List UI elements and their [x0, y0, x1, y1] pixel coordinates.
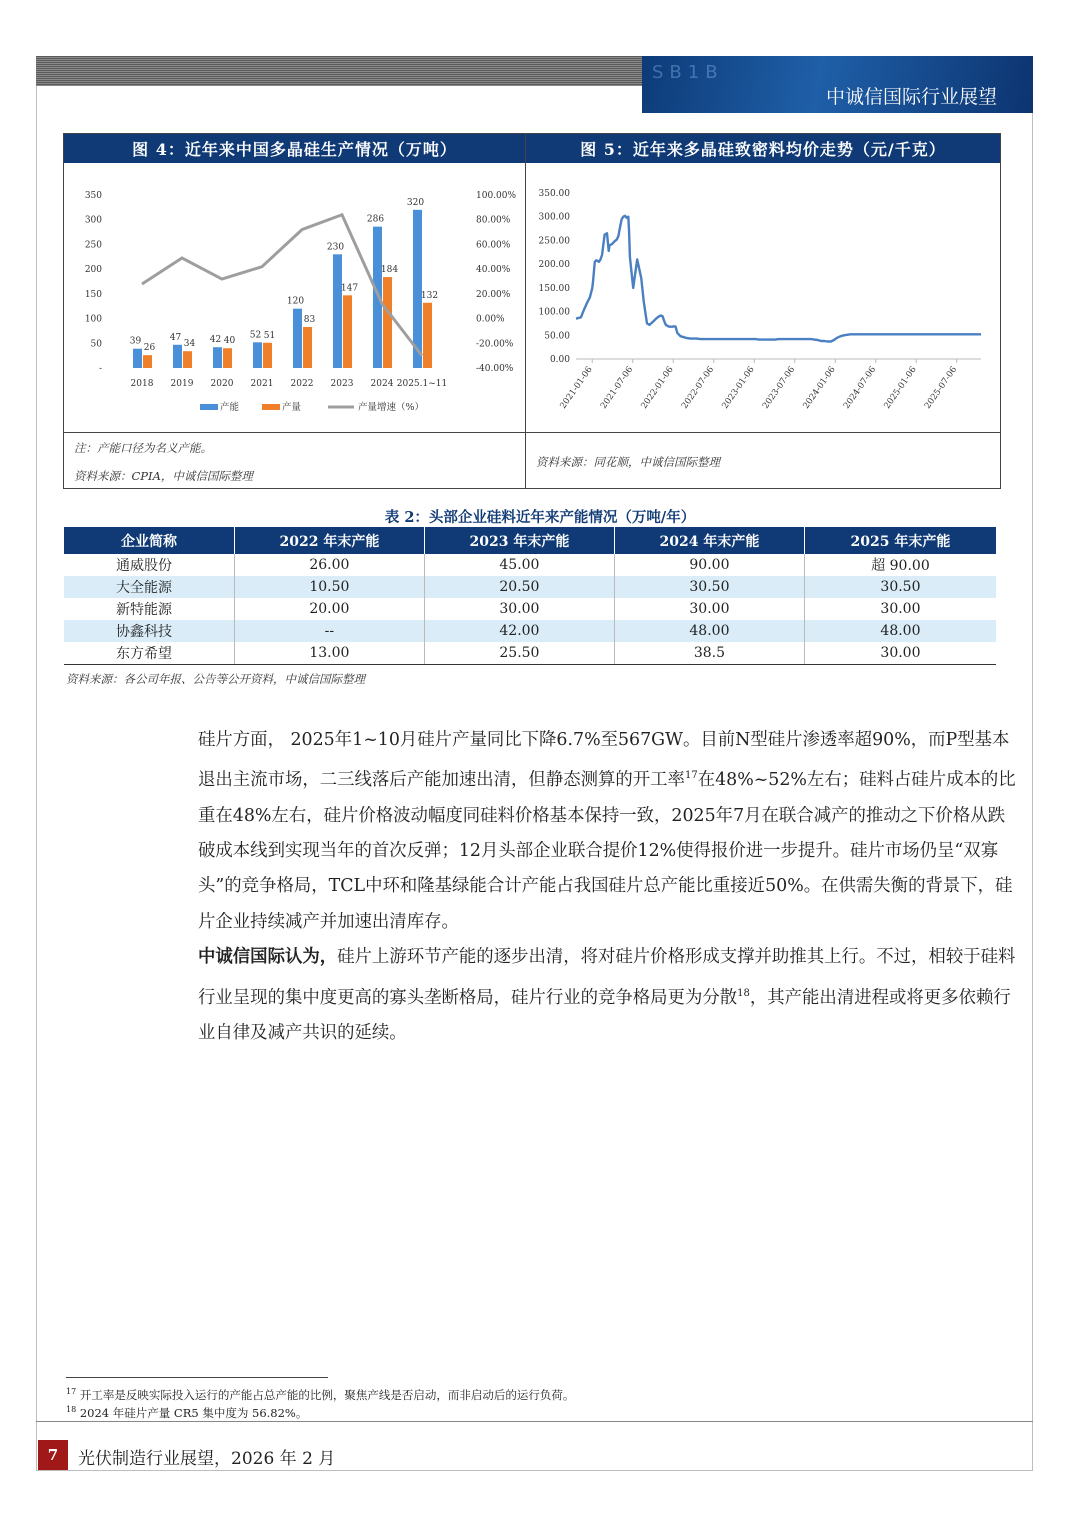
- bar-产量: [343, 295, 352, 368]
- bar-产量: [223, 348, 232, 368]
- bar-data-label: 147: [340, 283, 359, 294]
- table-cell: 42.00: [424, 620, 614, 642]
- footnote-18: [66, 1405, 307, 1421]
- bar-产量: [383, 277, 392, 368]
- x-tick-label: 2022-07-06: [679, 364, 717, 411]
- bar-data-label: 42: [209, 335, 222, 346]
- bar-data-label: 51: [263, 330, 276, 341]
- legend-label: 产量: [282, 402, 302, 413]
- paragraph-1: [198, 723, 1018, 940]
- x-tick-label: 2019: [170, 379, 194, 389]
- table-row: [64, 642, 996, 665]
- bar-产能: [253, 342, 262, 368]
- table-cell: 30.00: [424, 598, 614, 620]
- bar-产量: [183, 351, 192, 368]
- footer-text: 光伏制造行业展望，2026 年 2 月: [78, 1449, 336, 1469]
- y2-tick-label: 60.00%: [476, 240, 511, 251]
- x-tick-label: 2021-07-06: [598, 364, 636, 411]
- bar-data-label: 39: [129, 336, 142, 347]
- paragraph-2-part-a: 硅片上游环节产能的逐步出清，将对硅片价格形成支撑并助推其上行。不过，相较于硅料行业呈现的集中度更高的寡头垄断格局，硅片行业的竞争格局更为分散: [198, 947, 1016, 1008]
- bar-产量: [143, 355, 152, 368]
- y2-tick-label: 100.00%: [476, 191, 517, 201]
- table-cell: 30.00: [614, 598, 804, 620]
- x-tick-label: 2025-01-06: [882, 364, 919, 411]
- y-tick-label: 300.00: [538, 212, 570, 223]
- table-cell: 新特能源: [64, 598, 234, 620]
- x-tick-label: 2020: [210, 379, 234, 389]
- table-cell: 45.00: [424, 554, 614, 576]
- bar-data-label: 26: [143, 343, 156, 354]
- y-tick-label: 350: [84, 191, 102, 201]
- y2-tick-label: 0.00%: [476, 314, 505, 325]
- footnote-ref-18[interactable]: 18: [737, 987, 750, 999]
- bar-产量: [423, 303, 432, 368]
- table-cell: 26.00: [234, 554, 424, 576]
- figure-5-source: 资料来源：同花顺，中诚信国际整理: [536, 455, 720, 469]
- price-line: [576, 216, 981, 342]
- footnote-17-text: 开工率是反映实际投入运行的产能占总产能的比例，聚焦产线是否启动，而非启动后的运行负荷。: [79, 1388, 575, 1402]
- x-tick-label: 2024: [370, 379, 394, 389]
- figure-5-divider: [526, 432, 1000, 433]
- x-tick-label: 2021: [250, 379, 274, 389]
- table-cell: 38.5: [614, 642, 804, 665]
- table-row: [64, 598, 996, 620]
- y-tick-label: 100.00: [538, 307, 570, 318]
- footnote-18-mark: 18: [66, 1405, 77, 1415]
- y-tick-label: 300: [84, 215, 102, 226]
- x-tick-label: 2023: [330, 379, 354, 389]
- table-cell: 20.50: [424, 576, 614, 598]
- table-cell: 东方希望: [64, 642, 234, 665]
- bar-data-label: 132: [420, 290, 439, 301]
- bar-data-label: 52: [249, 330, 262, 341]
- y2-tick-label: -20.00%: [476, 339, 514, 350]
- bar-data-label: 83: [303, 314, 316, 325]
- table-cell: 90.00: [614, 554, 804, 576]
- y-tick-label: 200.00: [538, 260, 570, 271]
- bar-data-label: 34: [183, 339, 196, 350]
- table-cell: 20.00: [234, 598, 424, 620]
- table-cell: 48.00: [614, 620, 804, 642]
- header-deco-text: SB1B: [652, 62, 724, 83]
- table-cell: 25.50: [424, 642, 614, 665]
- y-tick-label: 50: [90, 339, 102, 350]
- bar-data-label: 40: [223, 336, 236, 347]
- x-tick-label: 2022: [290, 379, 314, 389]
- table-cell: 大全能源: [64, 576, 234, 598]
- bar-产能: [333, 254, 342, 368]
- table-title: 表 2：头部企业硅料近年来产能情况（万吨/年）: [384, 509, 696, 526]
- bar-data-label: 184: [380, 265, 399, 276]
- figure-4-source: 资料来源：CPIA，中诚信国际整理: [74, 469, 253, 483]
- y2-tick-label: -40.00%: [476, 364, 514, 374]
- capacity-table: [64, 527, 996, 665]
- table-header-cell: 2022 年末产能: [234, 527, 424, 554]
- x-tick-label: 2018: [130, 379, 154, 389]
- x-tick-label: 2023-01-06: [720, 364, 757, 411]
- table-row: [64, 554, 996, 576]
- x-tick-label: 2024-07-06: [841, 364, 879, 411]
- bar-data-label: 286: [366, 214, 385, 225]
- footnote-18-text: 2024 年硅片产量 CR5 集中度为 56.82%。: [79, 1406, 308, 1420]
- table-cell: 10.50: [234, 576, 424, 598]
- footnote-17: [66, 1387, 574, 1403]
- table-source: 资料来源：各公司年报、公告等公开资料，中诚信国际整理: [66, 672, 365, 686]
- y-tick-label: 150: [84, 289, 102, 300]
- figure-4-chart: [64, 163, 525, 431]
- bar-产量: [303, 327, 312, 368]
- bar-data-label: 120: [286, 296, 305, 307]
- paragraph-2-part-b: ，其产能出清进程或将更多依赖行业自律及减产共识的延续。: [198, 987, 1011, 1043]
- table-header-cell: 企业简称: [64, 527, 234, 554]
- bar-data-label: 230: [326, 242, 345, 253]
- bar-data-label: 320: [406, 197, 425, 208]
- legend-label: 产量增速（%）: [358, 402, 425, 413]
- bar-产量: [263, 343, 272, 368]
- legend-swatch: [200, 404, 218, 410]
- table-cell: 通威股份: [64, 554, 234, 576]
- x-tick-label: 2025-07-06: [922, 364, 960, 411]
- table-header-cell: 2025 年末产能: [804, 527, 996, 554]
- table-header-cell: 2023 年末产能: [424, 527, 614, 554]
- y-tick-label: 50.00: [544, 331, 570, 342]
- y-tick-label: -: [98, 364, 102, 374]
- table-cell: 协鑫科技: [64, 620, 234, 642]
- y2-tick-label: 40.00%: [476, 265, 511, 276]
- paragraph-1-part-b: 在48%~52%左右；硅料占硅片成本的比重在48%左右，硅片价格波动幅度同硅料价格基本保持一致，2025年7月在联合减产的推动之下价格从跌破成本线到实现当年的首次反弹；12月头部企业联合提价12%使得报价进一步提升。硅片市场仍呈“双寡头”的竞争格局，TCL中环和隆基绿能合计产能占我国硅片总产能比重接近50%。在供需失衡的背景下，硅片企业持续减产并加速出清库存。: [198, 770, 1016, 932]
- y-tick-label: 0.00: [549, 355, 570, 365]
- table-row: [64, 620, 996, 642]
- y-tick-label: 200: [84, 265, 102, 276]
- table-cell: --: [234, 620, 424, 642]
- table-row: [64, 576, 996, 598]
- y-tick-label: 100: [84, 314, 102, 325]
- bar-产能: [293, 309, 302, 368]
- paragraph-2: [198, 940, 1018, 1051]
- table-cell: 30.00: [880, 601, 921, 617]
- table-cell: 13.00: [234, 642, 424, 665]
- page-number: 7: [38, 1440, 68, 1470]
- figure-4-title: 图 4：近年来中国多晶硅生产情况（万吨）: [64, 134, 525, 163]
- y-tick-label: 150.00: [538, 283, 570, 294]
- bar-data-label: 47: [169, 332, 182, 343]
- bar-产能: [173, 345, 182, 368]
- table-header-row: [64, 527, 996, 554]
- header-banner: [642, 56, 1033, 113]
- y2-tick-label: 20.00%: [476, 289, 511, 300]
- table-cell: 超 90.00: [871, 558, 930, 574]
- footnote-rule: [66, 1377, 328, 1378]
- x-tick-label: 2022-01-06: [639, 364, 676, 411]
- table-cell: 30.50: [804, 576, 996, 598]
- y2-tick-label: 80.00%: [476, 215, 511, 226]
- body-text: [198, 723, 1018, 1051]
- table-header-cell: 2024 年末产能: [614, 527, 804, 554]
- figure-4-note: 注：产能口径为名义产能。: [74, 441, 212, 455]
- legend-swatch: [262, 404, 280, 410]
- table-cell: 48.00: [804, 620, 996, 642]
- x-tick-label: 2021-01-06: [558, 364, 595, 411]
- footnote-ref-17[interactable]: 17: [684, 770, 698, 782]
- footnote-17-mark: 17: [66, 1387, 77, 1397]
- x-tick-label: 2023-07-06: [760, 364, 798, 411]
- x-tick-label: 2024-01-06: [801, 364, 838, 411]
- header-title: 中诚信国际行业展望: [825, 86, 997, 108]
- footer-rule: [36, 1421, 1033, 1422]
- figure-5-title: 图 5：近年来多晶硅致密料均价走势（元/千克）: [526, 134, 1000, 163]
- y-tick-label: 250: [84, 240, 102, 251]
- table-cell: 30.00: [804, 642, 996, 665]
- paragraph-2-lead: 中诚信国际认为，: [198, 947, 338, 968]
- y-tick-label: 250.00: [538, 236, 570, 247]
- y-tick-label: 350.00: [538, 189, 570, 199]
- legend-label: 产能: [220, 402, 240, 413]
- bar-产能: [213, 347, 222, 368]
- figure-5-chart: [526, 163, 1000, 431]
- paragraph-1-part-a: 硅片方面， 2025年1~10月硅片产量同比下降6.7%至567GW。目前N型硅片渗透率超90%，而P型基本退出主流市场，二三线落后产能加速出清，但静态测算的开工率: [198, 730, 1010, 791]
- bar-产能: [133, 349, 142, 368]
- table-cell: 30.50: [614, 576, 804, 598]
- figure-4-divider: [64, 432, 525, 433]
- x-tick-label: 2025.1~11: [396, 379, 448, 389]
